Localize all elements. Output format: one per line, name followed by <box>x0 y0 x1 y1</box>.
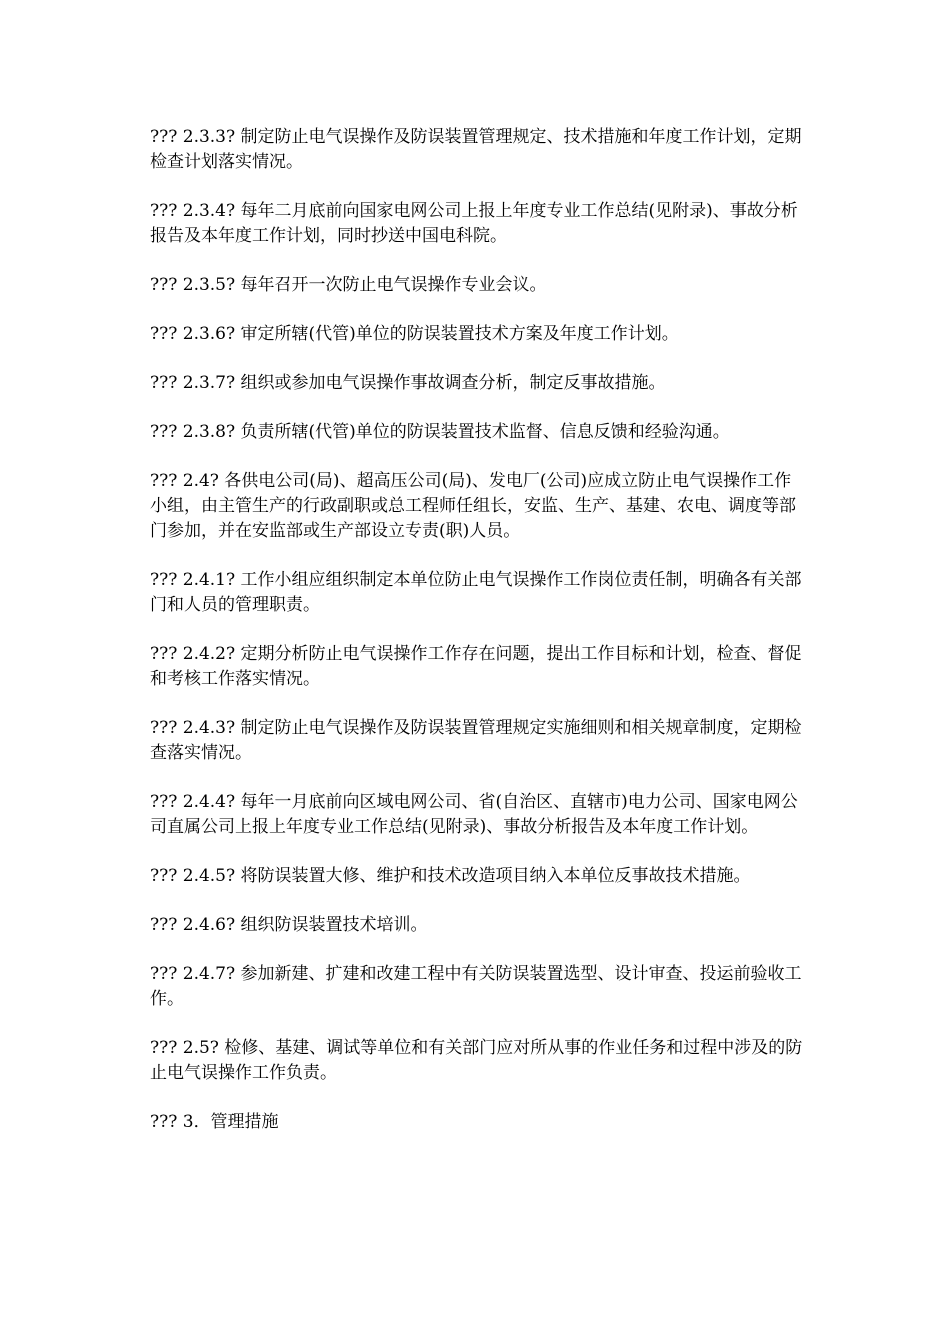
paragraph-2-4-6: ??? 2.4.6? 组织防误装置技术培训。 <box>150 915 428 935</box>
paragraph-2-3-5: ??? 2.3.5? 每年召开一次防止电气误操作专业会议。 <box>150 275 547 295</box>
paragraph-2-3-4: ??? 2.3.4? 每年二月底前向国家电网公司上报上年度专业工作总结(见附录)、事故分析报告及本年度工作计划，同时抄送中国电科院。 <box>150 201 798 246</box>
paragraph-2-4-2: ??? 2.4.2? 定期分析防止电气误操作工作存在问题，提出工作目标和计划，检查、督促和考核工作落实情况。 <box>150 644 802 689</box>
paragraph-2-4-3: ??? 2.4.3? 制定防止电气误操作及防误装置管理规定实施细则和相关规章制度，定期检查落实情况。 <box>150 718 802 763</box>
paragraph-2-4-4: ??? 2.4.4? 每年一月底前向区域电网公司、省(自治区、直辖市)电力公司、国家电网公司直属公司上报上年度专业工作总结(见附录)、事故分析报告及本年度工作计划。 <box>150 792 798 837</box>
section-heading-3: ??? 3．管理措施 <box>150 1112 279 1132</box>
paragraph-2-3-6: ??? 2.3.6? 审定所辖(代管)单位的防误装置技术方案及年度工作计划。 <box>150 324 679 344</box>
paragraph-2-4-7: ??? 2.4.7? 参加新建、扩建和改建工程中有关防误装置选型、设计审查、投运前验收工作。 <box>150 964 802 1009</box>
paragraph-2-3-8: ??? 2.3.8? 负责所辖(代管)单位的防误装置技术监督、信息反馈和经验沟通。 <box>150 422 730 442</box>
paragraph-2-5: ??? 2.5? 检修、基建、调试等单位和有关部门应对所从事的作业任务和过程中涉及的防止电气误操作工作负责。 <box>150 1038 803 1083</box>
paragraph-2-4-1: ??? 2.4.1? 工作小组应组织制定本单位防止电气误操作工作岗位责任制，明确各有关部门和人员的管理职责。 <box>150 570 802 615</box>
paragraph-2-4-5: ??? 2.4.5? 将防误装置大修、维护和技术改造项目纳入本单位反事故技术措施。 <box>150 866 751 886</box>
paragraph-2-4: ??? 2.4? 各供电公司(局)、超高压公司(局)、发电厂(公司)应成立防止电气误操作工作小组，由主管生产的行政副职或总工程师任组长，安监、生产、基建、农电、调度等部门参加，并在安监部或生产部设立专责(职)人员。 <box>150 471 796 541</box>
paragraph-2-3-3: ??? 2.3.3? 制定防止电气误操作及防误装置管理规定、技术措施和年度工作计划，定期检查计划落实情况。 <box>150 127 802 172</box>
document-body <box>150 125 805 1159</box>
paragraph-2-3-7: ??? 2.3.7? 组织或参加电气误操作事故调查分析，制定反事故措施。 <box>150 373 666 393</box>
